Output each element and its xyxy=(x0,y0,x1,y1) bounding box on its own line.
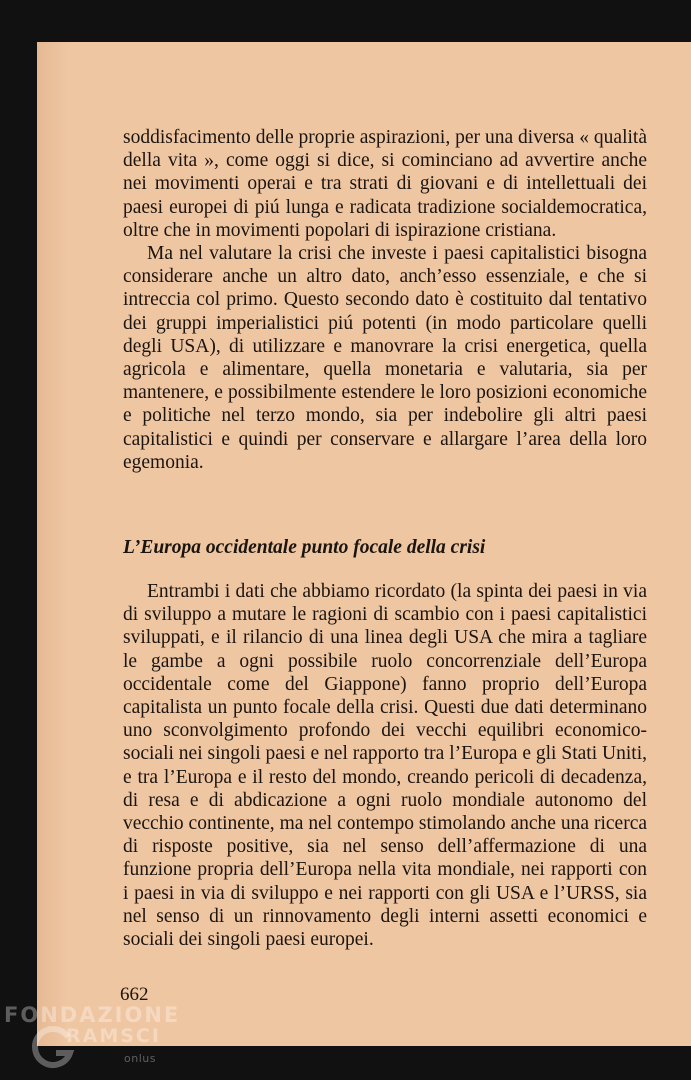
fondazione-gramsci-watermark xyxy=(4,1003,204,1078)
section-heading: L’Europa occidentale punto focale della crisi xyxy=(123,537,486,558)
body-text-bottom xyxy=(123,580,647,951)
paragraph-3: Entrambi i dati che abbiamo ricordato (la spinta dei paesi in via di sviluppo a mutare le ragioni di scambio con i paesi capitalistici sviluppati, e il rilancio di una linea degli USA che mira a tagliare le gambe a ogni possibile ruolo concorrenziale dell’Europa occidentale come del Giappone) fanno proprio dell’Europa capitalista un punto focale della crisi. Questi due dati determinano uno sconvolgimento profondo dei vecchi equilibri economico-sociali nei singoli paesi e nel rapporto tra l’Europa e gli Stati Uniti, e tra l’Europa e il resto del mondo, creando pericoli di decadenza, di resa e di abdicazione a ogni ruolo mondiale autonomo del vecchio continente, ma nel contempo stimolando anche una ricerca di risposte positive, sia nel senso dell’affermazione di una funzione propria dell’Europa nella vita mondiale, nei rapporti con i paesi in via di sviluppo e nei rapporti con gli USA e l’URSS, sia nel senso di un rinnovamento degli interni assetti economici e sociali dei singoli paesi europei. xyxy=(123,581,647,951)
page-number: 662 xyxy=(120,984,149,1005)
paragraph-1: soddisfacimento delle proprie aspirazioni, per una diversa « qualità della vita », come oggi si dice, si cominciano ad avvertire anche nei movimenti operai e tra strati di giovani e di intellettuali dei paesi europei di piú lunga e radicata tradizione socialdemocratica, oltre che in movimenti popolari di ispirazione cristiana. xyxy=(123,127,647,241)
watermark-line-2: RAMSCI xyxy=(66,1025,161,1047)
paragraph-2: Ma nel valutare la crisi che investe i paesi capitalistici bisogna considerare anche un altro dato, anch’esso essenziale, e che si intreccia col primo. Questo secondo dato è costituito dal tentativo dei gruppi imperialistici piú potenti (in modo particolare quelli degli USA), di utilizzare e manovrare la crisi energetica, quella agricola e alimentare, quella monetaria e valutaria, sia per mantenere, e possibilmente estendere le loro posizioni economiche e politiche nel terzo mondo, sia per indebolire gli altri paesi capitalistici e quindi per conservare e allargare l’area della loro egemonia. xyxy=(123,243,647,473)
body-text-top xyxy=(123,126,647,474)
book-page xyxy=(37,42,691,1046)
watermark-line-3: onlus xyxy=(124,1052,156,1065)
watermark-line-1: FONDAZIONE xyxy=(4,1003,181,1027)
